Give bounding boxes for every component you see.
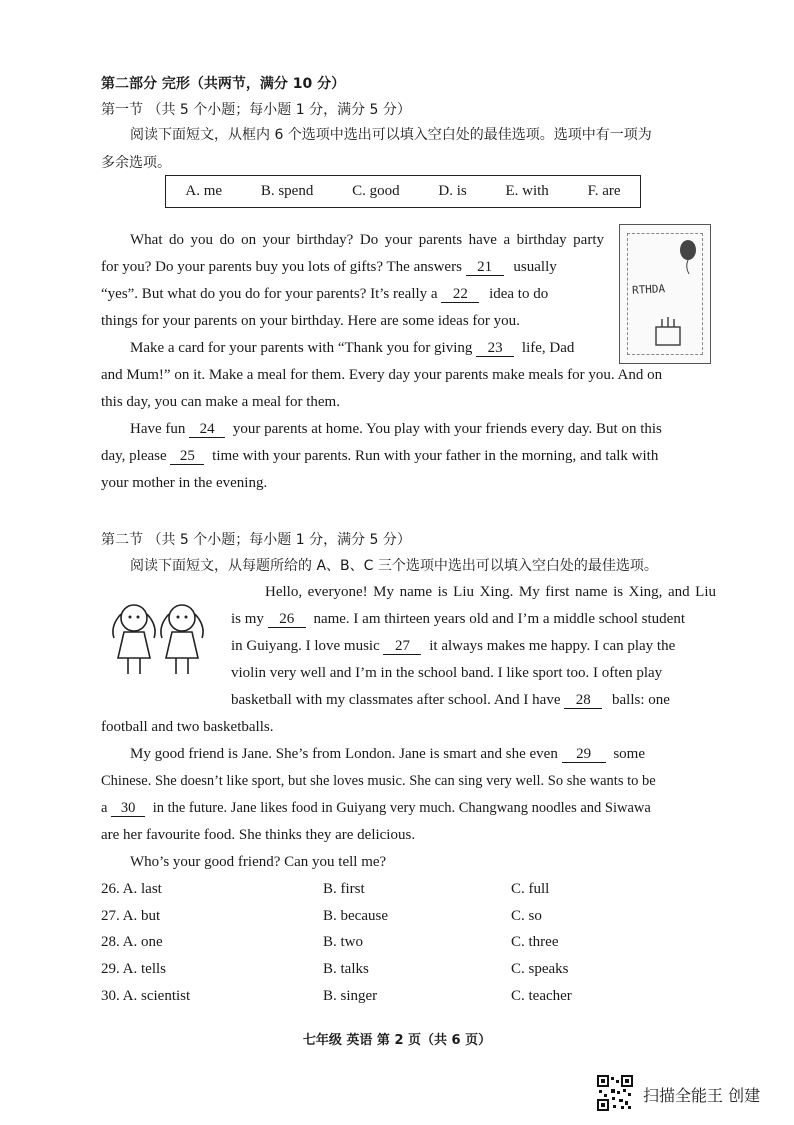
section1-title: 第一节 （共 5 个小题；每小题 1 分，满分 5 分） <box>101 102 411 118</box>
scanner-brand: 扫描全能王 创建 <box>643 1086 761 1105</box>
passage2-line: Hello, everyone! My name is Liu Xing. My first name is Xing, and Liu <box>265 584 716 600</box>
section2-instruction: 阅读下面短文，从每题所给的 A、B、C 三个选项中选出可以填入空白处的最佳选项。 <box>130 558 658 574</box>
passage1-line: day, please 25 time with your parents. Run with your father in the morning, and talk with <box>101 448 659 464</box>
blank-30[interactable]: 30 <box>111 800 145 817</box>
section1-instruction-cont: 多余选项。 <box>101 155 171 171</box>
choice-a[interactable]: 30. A. scientist <box>101 988 191 1004</box>
passage1-line: Have fun 24 your parents at home. You play with your friends every day. But on this <box>130 421 662 437</box>
option-d: D. is <box>438 183 467 199</box>
passage1-line: “yes”. But what do you do for your parents? It’s really a 22 idea to do <box>101 286 549 302</box>
choice-c[interactable]: C. speaks <box>511 961 569 977</box>
options-box <box>165 175 641 208</box>
option-e: E. with <box>505 183 549 199</box>
choice-b[interactable]: B. two <box>323 934 364 950</box>
passage2-line: are her favourite food. She thinks they are delicious. <box>101 827 416 843</box>
choice-c[interactable]: C. three <box>511 934 559 950</box>
option-b: B. spend <box>260 183 314 199</box>
blank-24[interactable]: 24 <box>189 421 225 438</box>
choice-b[interactable]: B. talks <box>323 961 369 977</box>
blank-21[interactable]: 21 <box>466 259 504 276</box>
passage2-line: is my 26 name. I am thirteen years old and I’m a middle school student <box>231 611 685 627</box>
blank-29[interactable]: 29 <box>562 746 606 763</box>
cake-icon <box>650 311 686 351</box>
card-text: RTHDA <box>631 282 666 297</box>
passage2-line: basketball with my classmates after school. And I have 28 balls: one <box>231 692 670 708</box>
passage2-line: a 30 in the future. Jane likes food in Guiyang very much. Changwang noodles and Siwawa <box>101 800 651 816</box>
choice-c[interactable]: C. so <box>511 908 542 924</box>
passage1-line: this day, you can make a meal for them. <box>101 394 340 410</box>
passage1-line: for you? Do your parents buy you lots of gifts? The answers 21 usually <box>101 259 557 275</box>
choice-b[interactable]: B. because <box>323 908 388 924</box>
passage2-line: violin very well and I’m in the school band. I like sport too. I often play <box>231 665 663 681</box>
option-a: A. me <box>185 183 223 199</box>
passage1-line: What do you do on your birthday? Do your parents have a birthday party <box>130 232 604 248</box>
choice-a[interactable]: 27. A. but <box>101 908 161 924</box>
passage1-line: things for your parents on your birthday. Here are some ideas for you. <box>101 313 520 329</box>
page-footer: 七年级 英语 第 2 页（共 6 页） <box>302 1033 492 1048</box>
section1-instruction: 阅读下面短文，从框内 6 个选项中选出可以填入空白处的最佳选项。选项中有一项为 <box>130 127 652 143</box>
choice-a[interactable]: 26. A. last <box>101 881 162 897</box>
option-f: F. are <box>587 183 621 199</box>
passage1-line: your mother in the evening. <box>101 475 268 491</box>
option-c: C. good <box>352 183 400 199</box>
choice-a[interactable]: 28. A. one <box>101 934 163 950</box>
balloon-icon <box>676 239 700 275</box>
choice-b[interactable]: B. first <box>323 881 365 897</box>
qr-code-icon <box>597 1075 633 1111</box>
choice-b[interactable]: B. singer <box>323 988 378 1004</box>
passage2-line: in Guiyang. I love music 27 it always makes me happy. I can play the <box>231 638 676 654</box>
blank-25[interactable]: 25 <box>170 448 204 465</box>
choice-c[interactable]: C. teacher <box>511 988 572 1004</box>
passage2-line: My good friend is Jane. She’s from London. Jane is smart and she even 29 some <box>130 746 646 762</box>
passage1-line: Make a card for your parents with “Thank you for giving 23 life, Dad <box>130 340 575 356</box>
blank-22[interactable]: 22 <box>441 286 479 303</box>
two-girls-illustration <box>104 596 214 680</box>
part-title: 第二部分 完形（共两节，满分 10 分） <box>101 76 346 92</box>
blank-28[interactable]: 28 <box>564 692 602 709</box>
birthday-card-illustration <box>619 224 711 364</box>
passage2-line: Chinese. She doesn’t like sport, but she loves music. She can sing very well. So she wants to be <box>101 773 656 789</box>
passage1-line: and Mum!” on it. Make a meal for them. Every day your parents make meals for you. And on <box>101 367 663 383</box>
section2-title: 第二节 （共 5 个小题；每小题 1 分，满分 5 分） <box>101 532 411 548</box>
blank-23[interactable]: 23 <box>476 340 514 357</box>
choice-c[interactable]: C. full <box>511 881 550 897</box>
choice-a[interactable]: 29. A. tells <box>101 961 167 977</box>
blank-27[interactable]: 27 <box>383 638 421 655</box>
passage2-line: football and two basketballs. <box>101 719 274 735</box>
passage2-line: Who’s your good friend? Can you tell me? <box>130 854 387 870</box>
blank-26[interactable]: 26 <box>268 611 306 628</box>
